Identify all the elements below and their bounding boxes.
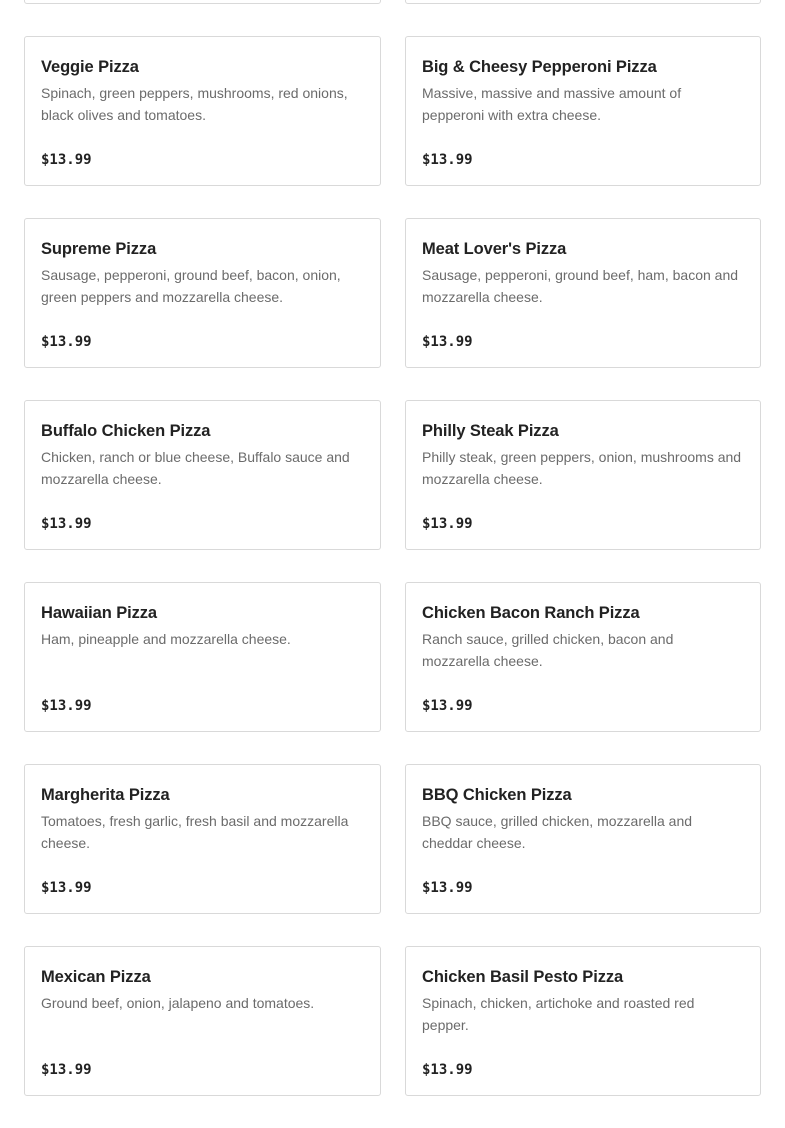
menu-item-card[interactable] bbox=[24, 400, 381, 550]
menu-item-description: Ground beef, onion, jalapeno and tomatoes. bbox=[41, 995, 315, 1011]
menu-item-name: Mexican Pizza bbox=[41, 968, 151, 986]
menu-item-card[interactable] bbox=[24, 218, 381, 368]
menu-item-card[interactable] bbox=[405, 764, 761, 914]
menu-item-card[interactable] bbox=[24, 946, 381, 1096]
menu-item-price: $13.99 bbox=[422, 880, 473, 896]
menu-item-description: Spinach, green peppers, mushrooms, red onions, black olives and tomatoes. bbox=[41, 85, 348, 123]
menu-item-card[interactable] bbox=[405, 582, 761, 732]
menu-item-card[interactable] bbox=[405, 0, 761, 4]
menu-item-price: $13.99 bbox=[41, 1062, 92, 1078]
menu-items-grid bbox=[24, 0, 761, 1128]
menu-item-name: Meat Lover's Pizza bbox=[422, 240, 567, 258]
menu-item-price: $13.99 bbox=[41, 152, 92, 168]
menu-item-name: BBQ Chicken Pizza bbox=[422, 786, 572, 804]
menu-item-card[interactable] bbox=[24, 0, 381, 4]
menu-item-description: Sausage, pepperoni, ground beef, ham, bacon and mozzarella cheese. bbox=[422, 267, 739, 305]
menu-item-name: Veggie Pizza bbox=[41, 58, 139, 76]
menu-item-price: $13.99 bbox=[422, 698, 473, 714]
menu-row bbox=[24, 582, 761, 732]
menu-item-description: Chicken, ranch or blue cheese, Buffalo sauce and mozzarella cheese. bbox=[41, 449, 350, 487]
menu-item-name: Big & Cheesy Pepperoni Pizza bbox=[422, 58, 657, 76]
menu-item-price: $13.99 bbox=[422, 516, 473, 532]
menu-item-price: $13.99 bbox=[41, 698, 92, 714]
menu-item-card[interactable] bbox=[405, 218, 761, 368]
menu-item-description: Spinach, chicken, artichoke and roasted red pepper. bbox=[422, 995, 695, 1033]
menu-row bbox=[24, 400, 761, 550]
menu-item-name: Supreme Pizza bbox=[41, 240, 157, 258]
menu-row bbox=[24, 946, 761, 1096]
menu-item-card[interactable] bbox=[24, 582, 381, 732]
menu-item-name: Chicken Bacon Ranch Pizza bbox=[422, 604, 640, 622]
menu-item-card[interactable] bbox=[405, 946, 761, 1096]
menu-row bbox=[24, 218, 761, 368]
menu-item-card[interactable] bbox=[24, 36, 381, 186]
menu-item-name: Hawaiian Pizza bbox=[41, 604, 157, 622]
menu-item-description: Philly steak, green peppers, onion, mushrooms and mozzarella cheese. bbox=[422, 449, 742, 487]
menu-item-description: Massive, massive and massive amount of pepperoni with extra cheese. bbox=[422, 85, 682, 123]
menu-item-card[interactable] bbox=[24, 764, 381, 914]
menu-item-description: Ham, pineapple and mozzarella cheese. bbox=[41, 631, 291, 647]
menu-item-price: $13.99 bbox=[41, 880, 92, 896]
menu-row bbox=[24, 0, 761, 4]
menu-item-card[interactable] bbox=[405, 400, 761, 550]
menu-item-price: $13.99 bbox=[422, 334, 473, 350]
menu-item-price: $13.99 bbox=[41, 334, 92, 350]
menu-item-price: $13.99 bbox=[41, 516, 92, 532]
menu-item-description: Ranch sauce, grilled chicken, bacon and mozzarella cheese. bbox=[422, 631, 674, 669]
menu-item-name: Buffalo Chicken Pizza bbox=[41, 422, 211, 440]
menu-item-price: $13.99 bbox=[422, 1062, 473, 1078]
menu-item-description: Tomatoes, fresh garlic, fresh basil and mozzarella cheese. bbox=[41, 813, 349, 851]
menu-item-name: Margherita Pizza bbox=[41, 786, 170, 804]
menu-item-description: Sausage, pepperoni, ground beef, bacon, onion, green peppers and mozzarella cheese. bbox=[41, 267, 341, 305]
menu-item-card[interactable] bbox=[405, 36, 761, 186]
menu-item-price: $13.99 bbox=[422, 152, 473, 168]
menu-item-name: Chicken Basil Pesto Pizza bbox=[422, 968, 624, 986]
menu-item-description: BBQ sauce, grilled chicken, mozzarella and cheddar cheese. bbox=[422, 813, 693, 851]
menu-item-name: Philly Steak Pizza bbox=[422, 422, 559, 440]
menu-row bbox=[24, 36, 761, 186]
menu-row bbox=[24, 764, 761, 914]
